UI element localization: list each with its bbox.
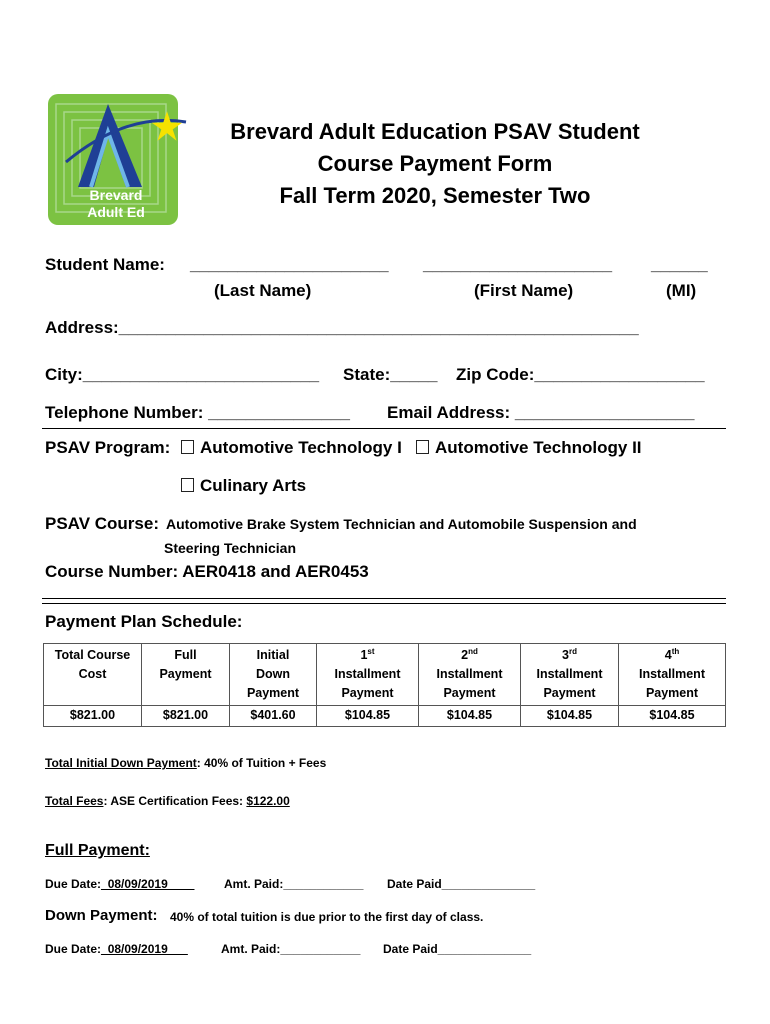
due-date-value: _08/09/2019____ (101, 877, 195, 891)
table-cell: $104.85 (521, 706, 619, 727)
table-cell: $104.85 (419, 706, 521, 727)
checkbox-icon[interactable] (181, 440, 194, 454)
down-payment-date-paid-field[interactable]: Date Paid______________ (383, 942, 532, 956)
down-payment-note-label: Total Initial Down Payment (45, 756, 197, 770)
program-option-label: Automotive Technology II (435, 438, 642, 457)
logo-text-line2: Adult Ed (87, 204, 145, 220)
form-title-line2: Course Payment Form (317, 151, 553, 176)
down-payment-note (45, 756, 326, 770)
due-date-label: Due Date: (45, 942, 102, 956)
total-fees-label: Total Fees (45, 794, 104, 808)
psav-course-line1: Automotive Brake System Technician and Automobile Suspension and (166, 516, 637, 532)
col-2nd-installment: 2nd Installment Payment (419, 644, 521, 706)
program-option-auto-tech-1[interactable] (181, 438, 402, 458)
table-cell: $104.85 (317, 706, 419, 727)
city-field[interactable]: City:_________________________ (45, 365, 320, 384)
total-fees-value: $122.00 (246, 794, 290, 808)
col-initial-down-payment: Initial Down Payment (230, 644, 317, 706)
program-option-label: Culinary Arts (200, 476, 307, 495)
mi-caption: (MI) (666, 281, 697, 300)
brevard-adult-ed-logo (46, 92, 196, 227)
last-name-caption: (Last Name) (214, 281, 312, 300)
program-option-label: Automotive Technology I (200, 438, 402, 457)
payment-plan-heading: Payment Plan Schedule: (45, 612, 243, 631)
psav-course-label: PSAV Course: (45, 514, 159, 533)
checkbox-icon[interactable] (416, 440, 429, 454)
table-cell: $401.60 (230, 706, 317, 727)
psav-program-label: PSAV Program: (45, 438, 171, 457)
down-payment-text: 40% of total tuition is due prior to the first day of class. (170, 910, 484, 924)
first-name-caption: (First Name) (474, 281, 574, 300)
down-payment-amt-paid-field[interactable]: Amt. Paid:____________ (221, 942, 361, 956)
table-cell: $821.00 (44, 706, 142, 727)
col-1st-installment: 1st Installment Payment (317, 644, 419, 706)
table-row (44, 706, 726, 727)
student-name-label: Student Name: (45, 255, 165, 274)
down-payment-heading: Down Payment: (45, 907, 158, 924)
divider-double-1 (42, 598, 726, 599)
form-title-line1: Brevard Adult Education PSAV Student (230, 119, 640, 144)
due-date-value: _08/09/2019___ (101, 942, 188, 956)
down-payment-note-text: : 40% of Tuition + Fees (196, 756, 327, 770)
checkbox-icon[interactable] (181, 478, 194, 492)
total-fees-text: : ASE Certification Fees: (103, 794, 247, 808)
email-field[interactable]: Email Address: ___________________ (387, 403, 695, 422)
psav-course-line2: Steering Technician (164, 540, 296, 556)
col-full-payment: Full Payment (142, 644, 230, 706)
divider-double-2 (42, 603, 726, 604)
due-date-label: Due Date: (45, 877, 102, 891)
col-total-course-cost: Total Course Cost (44, 644, 142, 706)
divider-top (42, 428, 726, 429)
full-payment-amt-paid-field[interactable]: Amt. Paid:____________ (224, 877, 364, 891)
col-4th-installment: 4th Installment Payment (619, 644, 726, 706)
telephone-field[interactable]: Telephone Number: _______________ (45, 403, 350, 422)
program-option-auto-tech-2[interactable] (416, 438, 642, 458)
full-payment-due-date[interactable] (45, 877, 194, 891)
first-name-field[interactable]: ____________________ (423, 255, 613, 274)
col-3rd-installment: 3rd Installment Payment (521, 644, 619, 706)
logo-text-line1: Brevard (89, 187, 143, 203)
total-fees-note (45, 794, 290, 808)
full-payment-date-paid-field[interactable]: Date Paid______________ (387, 877, 536, 891)
table-cell: $821.00 (142, 706, 230, 727)
down-payment-due-date[interactable] (45, 942, 188, 956)
full-payment-heading: Full Payment: (45, 842, 150, 859)
address-field[interactable]: Address:_______________________________________________________ (45, 318, 639, 337)
zip-code-field[interactable]: Zip Code:__________________ (456, 365, 705, 384)
state-field[interactable]: State:_____ (343, 365, 438, 384)
payment-plan-table (43, 643, 726, 727)
middle-initial-field[interactable]: ______ (651, 255, 708, 274)
program-option-culinary-arts[interactable] (181, 476, 306, 496)
table-cell: $104.85 (619, 706, 726, 727)
last-name-field[interactable]: _____________________ (190, 255, 389, 274)
form-title-line3: Fall Term 2020, Semester Two (279, 183, 591, 208)
course-number: Course Number: AER0418 and AER0453 (45, 562, 369, 581)
table-header-row (44, 644, 726, 706)
